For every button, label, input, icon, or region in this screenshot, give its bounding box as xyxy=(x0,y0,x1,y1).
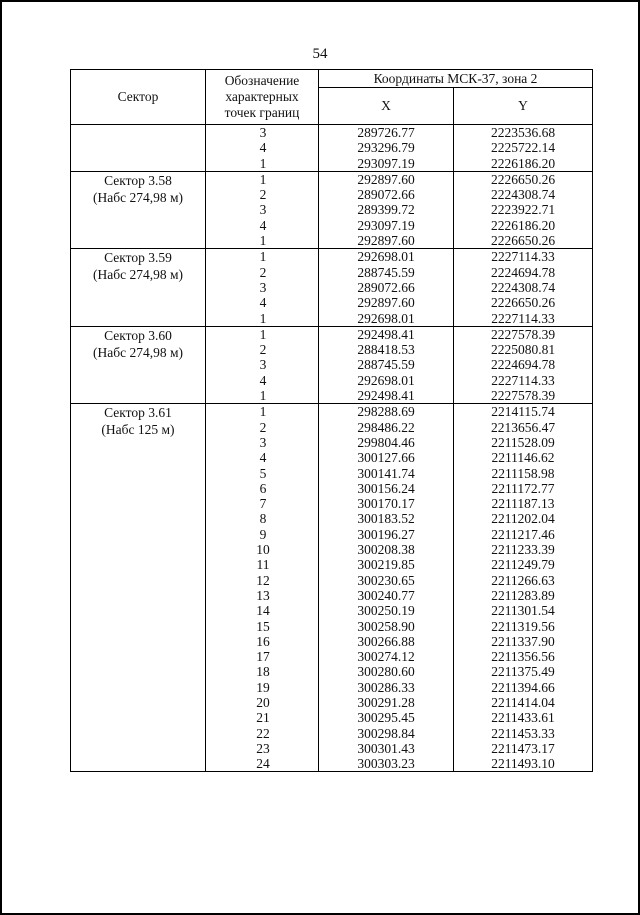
coord-y: 2211301.54 xyxy=(491,603,555,619)
coord-y: 2211453.33 xyxy=(491,725,555,741)
sector-group xyxy=(71,326,593,403)
coord-x: 288418.53 xyxy=(357,342,415,358)
point-number: 2 xyxy=(259,419,267,435)
coord-y: 2211528.09 xyxy=(491,434,555,450)
point-number: 14 xyxy=(256,603,270,619)
point-number: 23 xyxy=(256,740,270,756)
point-number: 20 xyxy=(256,694,270,710)
coord-y: 2211283.89 xyxy=(491,587,555,603)
coord-x: 300286.33 xyxy=(357,679,415,695)
coord-x: 300258.90 xyxy=(357,618,415,634)
coord-y: 2225080.81 xyxy=(490,342,556,358)
coord-y: 2211337.90 xyxy=(491,633,555,649)
point-number: 3 xyxy=(259,279,267,295)
coord-y: 2211266.63 xyxy=(491,572,555,588)
header-sector: Сектор xyxy=(71,70,206,125)
point-number: 1 xyxy=(259,404,267,420)
point-number: 16 xyxy=(256,633,270,649)
table-body xyxy=(71,125,593,772)
point-number: 22 xyxy=(256,725,270,741)
point-number: 15 xyxy=(256,618,270,634)
coord-x-column xyxy=(319,249,454,326)
coord-y: 2211187.13 xyxy=(491,496,555,512)
header-y: Y xyxy=(454,88,593,125)
coord-x: 293097.19 xyxy=(357,217,415,233)
coord-x: 300291.28 xyxy=(357,694,415,710)
point-number-column xyxy=(206,326,319,403)
coord-x: 300141.74 xyxy=(357,465,415,481)
coord-x: 292498.41 xyxy=(357,388,415,404)
point-number: 4 xyxy=(259,372,267,388)
coord-x: 288745.59 xyxy=(357,357,415,373)
coord-x: 300303.23 xyxy=(357,756,415,772)
coord-x: 300295.45 xyxy=(357,710,415,726)
point-number: 17 xyxy=(256,649,270,665)
point-number: 10 xyxy=(256,542,270,558)
coord-y: 2211375.49 xyxy=(491,664,555,680)
coord-x-column xyxy=(319,326,454,403)
coord-y: 2211158.98 xyxy=(491,465,555,481)
coord-y: 2224308.74 xyxy=(490,187,556,203)
coord-x: 289399.72 xyxy=(357,202,415,218)
coord-y: 2211433.61 xyxy=(491,710,555,726)
coord-x: 300266.88 xyxy=(357,633,415,649)
coord-x: 288745.59 xyxy=(357,264,415,280)
coord-x: 292698.01 xyxy=(357,249,415,265)
point-number: 11 xyxy=(256,557,270,573)
coord-y: 2211319.56 xyxy=(491,618,555,634)
coord-x: 300183.52 xyxy=(357,511,415,527)
point-number-column xyxy=(206,171,319,248)
coord-y: 2226186.20 xyxy=(490,155,556,171)
coord-y-column xyxy=(454,125,593,172)
coord-y: 2211414.04 xyxy=(491,694,555,710)
point-number: 13 xyxy=(256,587,270,603)
coord-x: 292897.60 xyxy=(357,233,415,249)
page-number: 54 xyxy=(312,46,328,62)
coord-x: 300208.38 xyxy=(357,542,415,558)
coord-y: 2226650.26 xyxy=(490,171,556,187)
header-points xyxy=(206,70,319,125)
point-number: 1 xyxy=(259,233,267,249)
coord-x: 300170.17 xyxy=(357,496,415,512)
coord-y: 2211249.79 xyxy=(491,557,555,573)
coord-x: 300156.24 xyxy=(357,480,415,496)
coord-x: 292498.41 xyxy=(357,326,415,342)
point-number: 18 xyxy=(256,664,270,680)
sector-height: (Набс 274,98 м) xyxy=(92,267,183,283)
coord-y: 2211356.56 xyxy=(491,649,555,665)
coord-x: 292897.60 xyxy=(357,295,415,311)
point-number: 1 xyxy=(259,249,267,265)
sector-name: Сектор 3.59 xyxy=(104,250,172,266)
point-number: 1 xyxy=(259,155,267,171)
point-number-column xyxy=(206,404,319,772)
coord-y: 2211233.39 xyxy=(491,542,555,558)
coord-y: 2211202.04 xyxy=(491,511,555,527)
point-number-column xyxy=(206,249,319,326)
point-number: 21 xyxy=(256,710,270,726)
coord-y: 2227578.39 xyxy=(490,388,556,404)
point-number: 9 xyxy=(259,526,267,542)
coord-x: 298486.22 xyxy=(357,419,415,435)
coord-y: 2211493.10 xyxy=(491,756,555,772)
point-number: 6 xyxy=(259,480,267,496)
point-number-column xyxy=(206,125,319,172)
point-number: 4 xyxy=(259,450,267,466)
coord-x: 300274.12 xyxy=(357,649,415,665)
coord-y-column xyxy=(454,171,593,248)
coord-y: 2226186.20 xyxy=(490,217,556,233)
coord-y: 2213656.47 xyxy=(490,419,556,435)
point-number: 3 xyxy=(259,357,267,373)
sector-cell xyxy=(71,125,206,172)
point-number: 8 xyxy=(259,511,267,527)
sector-cell xyxy=(71,171,206,248)
point-number: 1 xyxy=(259,388,267,404)
sector-height: (Набс 125 м) xyxy=(101,422,175,438)
coord-y: 2223922.71 xyxy=(490,202,556,218)
coord-x: 300240.77 xyxy=(357,587,415,603)
coord-y: 2224694.78 xyxy=(490,357,556,373)
coord-y: 2211394.66 xyxy=(491,679,555,695)
coord-x: 300127.66 xyxy=(357,450,415,466)
coord-x: 300280.60 xyxy=(357,664,415,680)
coord-x: 300219.85 xyxy=(357,557,415,573)
coord-y: 2223536.68 xyxy=(490,125,556,140)
header-points-line: характерных xyxy=(225,89,299,104)
point-number: 12 xyxy=(256,572,270,588)
coord-x-column xyxy=(319,404,454,772)
sector-name: Сектор 3.60 xyxy=(104,327,172,343)
header-x: X xyxy=(319,88,454,125)
coord-x: 292698.01 xyxy=(357,310,415,326)
coord-x: 289726.77 xyxy=(357,125,415,140)
sector-group xyxy=(71,125,593,172)
coord-y: 2211217.46 xyxy=(491,526,555,542)
coord-y: 2225722.14 xyxy=(490,140,556,156)
sector-name: Сектор 3.58 xyxy=(104,172,172,188)
point-number: 19 xyxy=(256,679,270,695)
coord-x: 289072.66 xyxy=(357,279,415,295)
sector-group xyxy=(71,171,593,248)
coord-y: 2227578.39 xyxy=(490,326,556,342)
coord-y: 2214115.74 xyxy=(491,404,555,420)
coord-x: 292698.01 xyxy=(357,372,415,388)
coord-x: 300230.65 xyxy=(357,572,415,588)
coord-y: 2227114.33 xyxy=(491,372,555,388)
coordinates-table xyxy=(70,69,593,772)
coord-y: 2211473.17 xyxy=(491,740,555,756)
point-number: 1 xyxy=(259,326,267,342)
point-number: 4 xyxy=(259,140,267,156)
sector-name: Сектор 3.61 xyxy=(104,405,172,421)
coord-y-column xyxy=(454,249,593,326)
point-number: 24 xyxy=(256,756,270,772)
point-number: 1 xyxy=(259,171,267,187)
coord-y: 2227114.33 xyxy=(491,310,555,326)
header-coordinates: Координаты МСК-37, зона 2 xyxy=(319,70,593,88)
point-number: 2 xyxy=(259,187,267,203)
sector-cell xyxy=(71,326,206,403)
point-number: 4 xyxy=(259,295,267,311)
coord-y: 2226650.26 xyxy=(490,295,556,311)
coord-y: 2226650.26 xyxy=(490,233,556,249)
coord-y-column xyxy=(454,326,593,403)
header-points-line: Обозначение xyxy=(224,73,300,88)
coord-x: 300301.43 xyxy=(357,740,415,756)
sector-height: (Набс 274,98 м) xyxy=(92,189,183,205)
point-number: 2 xyxy=(259,342,267,358)
coord-y: 2227114.33 xyxy=(491,249,555,265)
point-number: 5 xyxy=(259,465,267,481)
coord-x: 289072.66 xyxy=(357,187,415,203)
sector-cell xyxy=(71,404,206,772)
point-number: 1 xyxy=(259,310,267,326)
coord-y: 2224308.74 xyxy=(490,279,556,295)
coord-x: 293097.19 xyxy=(357,155,415,171)
sector-height: (Набс 274,98 м) xyxy=(92,344,183,360)
header-points-line: точек границ xyxy=(224,105,300,120)
coord-x: 299804.46 xyxy=(357,434,415,450)
sector-group xyxy=(71,404,593,772)
coord-x: 298288.69 xyxy=(357,404,415,420)
coord-x-column xyxy=(319,125,454,172)
sector-group xyxy=(71,249,593,326)
coord-x: 293296.79 xyxy=(357,140,415,156)
coord-x-column xyxy=(319,171,454,248)
coord-x: 300196.27 xyxy=(357,526,415,542)
point-number: 4 xyxy=(259,217,267,233)
table-header xyxy=(71,70,593,125)
sector-cell xyxy=(71,249,206,326)
coord-x: 300250.19 xyxy=(357,603,415,619)
coord-x: 300298.84 xyxy=(357,725,415,741)
point-number: 3 xyxy=(259,202,267,218)
coord-y: 2211146.62 xyxy=(491,450,555,466)
point-number: 3 xyxy=(259,125,267,140)
coord-y: 2224694.78 xyxy=(490,264,556,280)
point-number: 7 xyxy=(259,496,267,512)
point-number: 3 xyxy=(259,434,267,450)
point-number: 2 xyxy=(259,264,267,280)
coord-x: 292897.60 xyxy=(357,171,415,187)
coord-y-column xyxy=(454,404,593,772)
coord-y: 2211172.77 xyxy=(491,480,555,496)
